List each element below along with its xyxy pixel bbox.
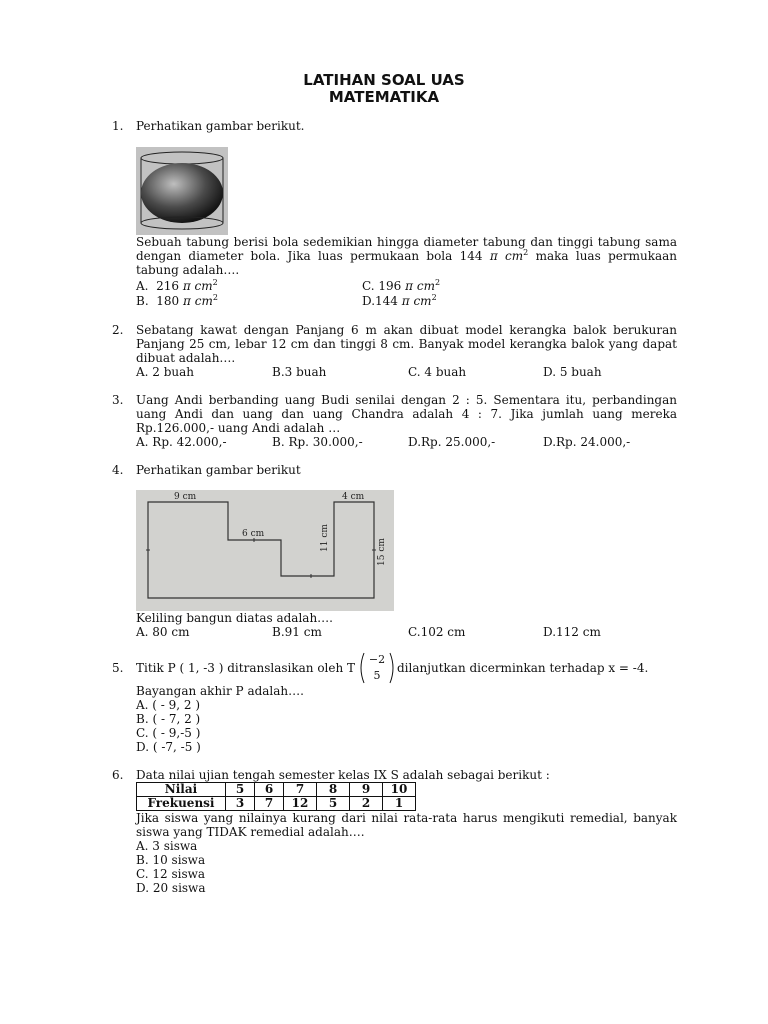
question-5-option-b: B. ( - 7, 2 ) — [136, 712, 201, 726]
question-3-number: 3. — [112, 393, 124, 407]
question-3-text: Uang Andi berbanding uang Budi senilai dengan 2 : 5. Sementara itu, perbandingan uang Andi dan uang dan uang Chandra adalah 4 : 7. Jika jumlah uang mereka Rp.126.000,- uang Andi adalah … — [136, 393, 677, 435]
label-9cm: 9 cm — [174, 492, 197, 502]
question-2-option-c: C. 4 buah — [408, 365, 467, 379]
vector-top-value: −2 — [368, 653, 386, 666]
question-3-option-a: A. Rp. 42.000,- — [136, 435, 227, 449]
question-5-text-before: Titik P ( 1, -3 ) ditranslasikan oleh T — [136, 661, 356, 675]
question-4-text: Keliling bangun diatas adalah…. — [136, 611, 333, 625]
question-6-option-c: C. 12 siswa — [136, 867, 206, 881]
question-6-text: Jika siswa yang nilainya kurang dari nilai rata-rata harus mengikuti remedial, banyak siswa yang TIDAK remedial adalah…. — [136, 811, 677, 839]
table-cell: 2 — [350, 797, 383, 811]
table-cell: 10 — [383, 783, 416, 797]
table-header-cell: Nilai — [137, 783, 226, 797]
question-1-text: Sebuah tabung berisi bola sedemikian hingga diameter tabung dan tinggi tabung sama dengan diameter bola. Jika luas permukaan bola 144 π $cm^2$ maka luas permukaan tabung adalah…. — [136, 235, 677, 277]
question-2-option-b: B.3 buah — [272, 365, 327, 379]
question-4-option-a: A. 80 cm — [136, 625, 190, 639]
question-1-option-b: B. 180 π $cm^2$ — [136, 293, 218, 308]
label-4cm: 4 cm — [342, 492, 365, 502]
question-4-option-c: C.102 cm — [408, 625, 466, 639]
question-6-number: 6. — [112, 768, 124, 782]
question-5-question: Bayangan akhir P adalah…. — [136, 684, 304, 698]
question-1-intro: Perhatikan gambar berikut. — [136, 119, 305, 133]
question-2-number: 2. — [112, 323, 124, 337]
question-6-intro: Data nilai ujian tengah semester kelas IX S adalah sebagai berikut : — [136, 768, 550, 782]
question-1-option-c: C. 196 π $cm^2$ — [362, 278, 441, 293]
question-5-option-c: C. ( - 9,-5 ) — [136, 726, 201, 740]
page-title: LATIHAN SOAL UAS — [303, 71, 465, 89]
question-3-option-c: D.Rp. 25.000,- — [408, 435, 496, 449]
question-5-text-after: dilanjutkan dicerminkan terhadap x = -4. — [397, 661, 649, 675]
label-6cm: 6 cm — [242, 529, 265, 539]
sphere-in-cylinder-figure — [136, 147, 228, 235]
question-4-number: 4. — [112, 463, 124, 477]
table-cell: 3 — [226, 797, 255, 811]
question-6-option-a: A. 3 siswa — [136, 839, 198, 853]
area-expression: 144 π $cm^2$ — [459, 248, 529, 263]
vector-bottom-value: 5 — [373, 669, 381, 682]
question-5-option-a: A. ( - 9, 2 ) — [136, 698, 201, 712]
label-11cm: 11 cm — [320, 524, 330, 552]
question-2-text: Sebatang kawat dengan Panjang 6 m akan dibuat model kerangka balok berukuran Panjang 25 cm, lebar 12 cm dan tinggi 8 cm. Banyak model kerangka balok yang dapat dibuat adalah…. — [136, 323, 677, 365]
page-subtitle: MATEMATIKA — [328, 88, 440, 106]
table-row — [137, 797, 416, 811]
table-cell: 5 — [317, 797, 350, 811]
composite-shape-icon — [136, 490, 394, 611]
question-4-intro: Perhatikan gambar berikut — [136, 463, 301, 477]
table-cell: 12 — [284, 797, 317, 811]
question-3-option-d: D.Rp. 24.000,- — [543, 435, 631, 449]
table-row — [137, 783, 416, 797]
table-cell: 9 — [350, 783, 383, 797]
score-frequency-table — [136, 782, 416, 811]
question-5-number: 5. — [112, 661, 124, 675]
table-cell: 7 — [255, 797, 284, 811]
table-cell: 8 — [317, 783, 350, 797]
question-1-option-d: D.144 π $cm^2$ — [362, 293, 437, 308]
question-3-option-b: B. Rp. 30.000,- — [272, 435, 363, 449]
question-2-option-a: A. 2 buah — [136, 365, 195, 379]
table-cell: 5 — [226, 783, 255, 797]
sphere-in-cylinder-icon — [136, 147, 228, 235]
question-5-option-d: D. ( -7, -5 ) — [136, 740, 201, 754]
label-15cm: 15 cm — [377, 538, 387, 566]
question-2-option-d: D. 5 buah — [543, 365, 602, 379]
question-4-option-b: B.91 cm — [272, 625, 322, 639]
question-6-option-d: D. 20 siswa — [136, 881, 206, 895]
question-1-option-a: A. 216 π $cm^2$ — [136, 278, 218, 293]
question-1-number: 1. — [112, 119, 124, 133]
table-header-cell: Frekuensi — [137, 797, 226, 811]
table-cell: 6 — [255, 783, 284, 797]
table-cell: 7 — [284, 783, 317, 797]
question-6-option-b: B. 10 siswa — [136, 853, 206, 867]
question-4-option-d: D.112 cm — [543, 625, 601, 639]
composite-shape-figure — [136, 490, 394, 611]
table-cell: 1 — [383, 797, 416, 811]
